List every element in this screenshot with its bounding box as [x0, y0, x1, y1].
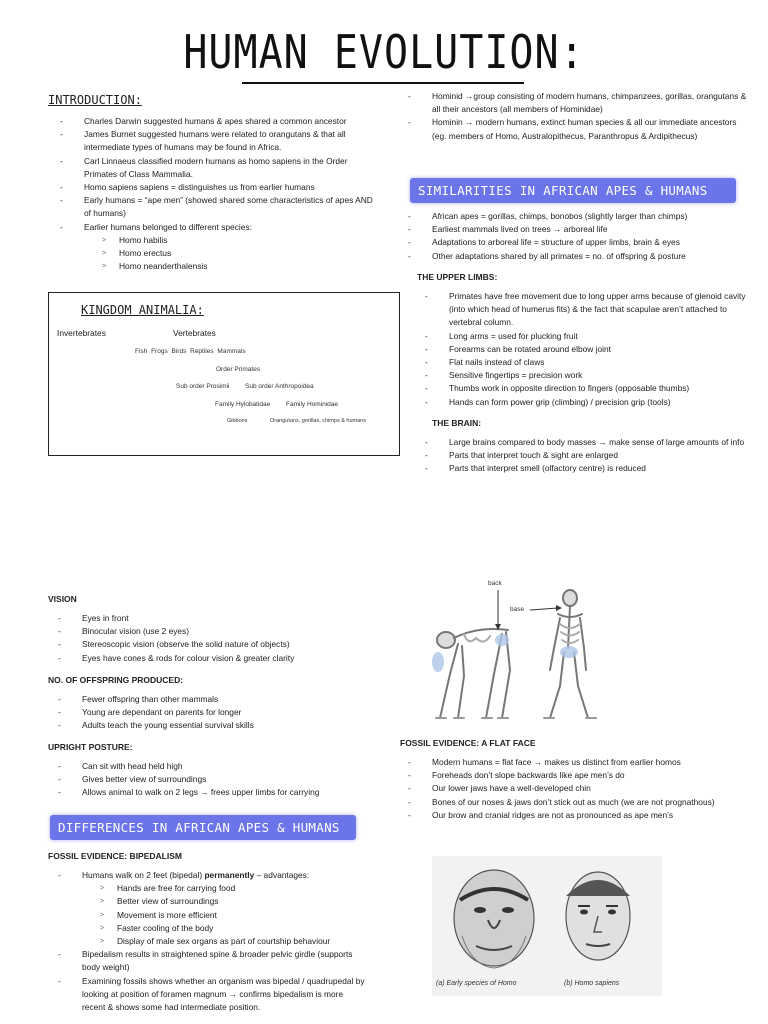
- base-label: base: [510, 606, 525, 613]
- list-item: - Foreheads don’t slope backwards like ape men’s do: [408, 769, 758, 782]
- offspring-section: [58, 693, 388, 733]
- list-item: - Parts that interpret smell (olfactory centre) is reduced: [425, 462, 750, 475]
- list-item: - Hominin → modern humans, extinct human species & all our immediate ancestors (eg. members of Homo, Australopithecus, Paranthropus & Ardipithecus): [408, 116, 753, 142]
- vision-list: [58, 612, 388, 665]
- caption-early-homo: (a) Early species of Homo: [436, 980, 517, 987]
- kingdom-animalia-box: [48, 292, 400, 456]
- list-item: - Fewer offspring than other mammals: [58, 693, 388, 706]
- definitions-list: [408, 90, 753, 143]
- list-item: - Homo sapiens sapiens = distinguishes us from earlier humans: [60, 181, 380, 194]
- vision-section: [58, 612, 388, 665]
- list-item: - Bones of our noses & jaws don’t stick out as much (we are not prognathous): [408, 796, 758, 809]
- list-item: - Examining fossils shows whether an organism was bipedal / quadrupedal by looking at position of foramen magnum → confirms bipedalism is more recent & shows some had intermediate position.: [58, 975, 368, 1015]
- order-primates: Order Primates: [216, 366, 261, 373]
- offspring-label: NO. OF OFFSPRING PRODUCED:: [48, 675, 184, 685]
- list-item: - Eyes in front: [58, 612, 388, 625]
- similarities-banner: SIMILARITIES IN AFRICAN APES & HUMANS: [410, 178, 736, 203]
- list-item: - Adults teach the young essential survival skills: [58, 719, 388, 732]
- list-item: - Hominid →group consisting of modern humans, chimpanzees, gorillas, orangutans & all their ancestors (all members of Hominidae): [408, 90, 753, 116]
- suborder-prosimii: Sub order Prosimii: [176, 383, 230, 390]
- brain-list: [425, 436, 750, 476]
- offspring-list: [58, 693, 388, 733]
- skeleton-figure: [398, 578, 648, 726]
- early-homo-face: [454, 870, 534, 968]
- flat-face-label: FOSSIL EVIDENCE: A FLAT FACE: [400, 738, 536, 748]
- list-item-text: Earlier humans belonged to different species:: [84, 221, 252, 232]
- caption-homo-sapiens: (b) Homo sapiens: [564, 980, 620, 987]
- list-item: - Our brow and cranial ridges are not as pronounced as ape men’s: [408, 809, 758, 822]
- page-title: HUMAN EVOLUTION:: [183, 26, 585, 80]
- family-hylobatidae: Family Hylobatidae: [215, 401, 271, 408]
- species-item: > Homo habilis: [84, 234, 380, 247]
- species-list: [84, 234, 380, 274]
- vision-label: VISION: [48, 594, 77, 604]
- differences-banner: DIFFERENCES IN AFRICAN APES & HUMANS: [50, 815, 356, 840]
- advantage-item: > Movement is more efficient: [82, 909, 368, 922]
- similarities-list: [408, 210, 758, 263]
- bipedalism-label: FOSSIL EVIDENCE: BIPEDALISM: [48, 851, 182, 861]
- suborder-anthropoidea: Sub order Anthropoidea: [245, 383, 314, 390]
- flat-face-list: [408, 756, 758, 822]
- list-item: - Gives better view of surroundings: [58, 773, 388, 786]
- back-label: back: [488, 580, 502, 587]
- list-item: - Hands can form power grip (climbing) / precision grip (tools): [425, 396, 750, 409]
- list-item: - Bipedalism results in straightened spine & broader pelvic girdle (supports body weight): [58, 948, 368, 974]
- list-item: [60, 221, 380, 274]
- list-item: - Young are dependant on parents for longer: [58, 706, 388, 719]
- list-item: - Adaptations to arboreal life = structure of upper limbs, brain & eyes: [408, 236, 758, 249]
- skeleton-illustration: [398, 578, 648, 726]
- list-item: - Parts that interpret touch & sight are enlarged: [425, 449, 750, 462]
- bipedal-text: Humans walk on 2 feet (bipedal): [82, 870, 205, 880]
- list-item: - Forearms can be rotated around elbow joint: [425, 343, 750, 356]
- list-item: - Long arms = used for plucking fruit: [425, 330, 750, 343]
- list-item: - Flat nails instead of claws: [425, 356, 750, 369]
- family-hominidae: Family Hominidae: [286, 401, 339, 408]
- list-item: - Our lower jaws have a well-developed chin: [408, 782, 758, 795]
- species-item: > Homo erectus: [84, 247, 380, 260]
- ape-pelvis-highlight: [495, 634, 509, 646]
- list-item: - Binocular vision (use 2 eyes): [58, 625, 388, 638]
- upper-limbs-list: [425, 290, 750, 409]
- gibbons-label: Gibbons: [227, 418, 248, 424]
- base-arrow: [530, 608, 558, 610]
- permanently-bold: permanently: [204, 870, 255, 880]
- advantages-list: [82, 882, 368, 948]
- list-item: - Eyes have cones & rods for colour vision & greater clarity: [58, 652, 388, 665]
- list-item: - Can sit with head held high: [58, 760, 388, 773]
- upper-limbs-label: THE UPPER LIMBS:: [417, 272, 498, 282]
- list-item: - Thumbs work in opposite direction to fingers (opposable thumbs): [425, 382, 750, 395]
- ape-shoulder-highlight: [432, 652, 444, 672]
- bipedalism-list: [58, 869, 368, 1014]
- posture-label: UPRIGHT POSTURE:: [48, 742, 133, 752]
- list-item: - Allows animal to walk on 2 legs → frees upper limbs for carrying: [58, 786, 388, 799]
- list-item: - James Burnet suggested humans were related to orangutans & that all intermediate types of humans may be found in Africa.: [60, 128, 380, 154]
- list-item: - Earliest mammals lived on trees → arboreal life: [408, 223, 758, 236]
- hominid-definitions: [408, 90, 753, 143]
- list-item: - Charles Darwin suggested humans & apes shared a common ancestor: [60, 115, 380, 128]
- faces-figure: [432, 856, 662, 996]
- list-item: - Other adaptations shared by all primates = no. of offspring & posture: [408, 250, 758, 263]
- flat-face-section: [408, 756, 758, 822]
- introduction-section: [60, 115, 380, 273]
- posture-list: [58, 760, 388, 800]
- list-item: - Primates have free movement due to long upper arms because of glenoid cavity (into which head of humerus fits) & the fact that scapulae aren’t attached to vertebral column.: [425, 290, 750, 330]
- title-underline: [242, 82, 524, 84]
- advantage-item: > Hands are free for carrying food: [82, 882, 368, 895]
- kingdom-heading: KINGDOM ANIMALIA:: [81, 303, 204, 317]
- list-item: [58, 869, 368, 948]
- advantage-item: > Faster cooling of the body: [82, 922, 368, 935]
- list-item: - Carl Linnaeus classified modern humans as homo sapiens in the Order Primates of Class Mammalia.: [60, 155, 380, 181]
- introduction-list: [60, 115, 380, 273]
- brain-section: [425, 436, 750, 476]
- brain-label: THE BRAIN:: [432, 418, 482, 428]
- advantage-item: > Better view of surroundings: [82, 895, 368, 908]
- list-item: - Stereoscopic vision (observe the solid nature of objects): [58, 638, 388, 651]
- homo-sapiens-face: [566, 872, 630, 960]
- list-item: - Sensitive fingertips = precision work: [425, 369, 750, 382]
- upper-limbs-section: [425, 290, 750, 409]
- hominidae-members: Orangutans, gorillas, chimps & humans: [270, 418, 366, 424]
- invertebrates-label: Invertebrates: [57, 328, 106, 338]
- advantage-item: > Display of male sex organs as part of courtship behaviour: [82, 935, 368, 948]
- introduction-heading: INTRODUCTION:: [48, 93, 142, 107]
- list-item: - African apes = gorillas, chimps, bonobos (slightly larger than chimps): [408, 210, 758, 223]
- vertebrates-label: Vertebrates: [173, 328, 216, 338]
- faces-illustration: [432, 856, 662, 996]
- vertebrate-classes: Fish Frogs Birds Reptiles Mammals: [135, 348, 246, 355]
- base-arrowhead: [556, 605, 562, 611]
- list-item: - Large brains compared to body masses → make sense of large amounts of info: [425, 436, 750, 449]
- human-pelvis-highlight: [560, 646, 578, 658]
- species-item: > Homo neanderthalensis: [84, 260, 380, 273]
- posture-section: [58, 760, 388, 800]
- similarities-section: [408, 210, 758, 263]
- list-item: - Early humans = “ape men” (showed shared some characteristics of apes AND of humans): [60, 194, 380, 220]
- bipedalism-section: [58, 869, 368, 1014]
- advantages-text: – advantages:: [254, 870, 310, 880]
- list-item: - Modern humans = flat face → makes us distinct from earlier homos: [408, 756, 758, 769]
